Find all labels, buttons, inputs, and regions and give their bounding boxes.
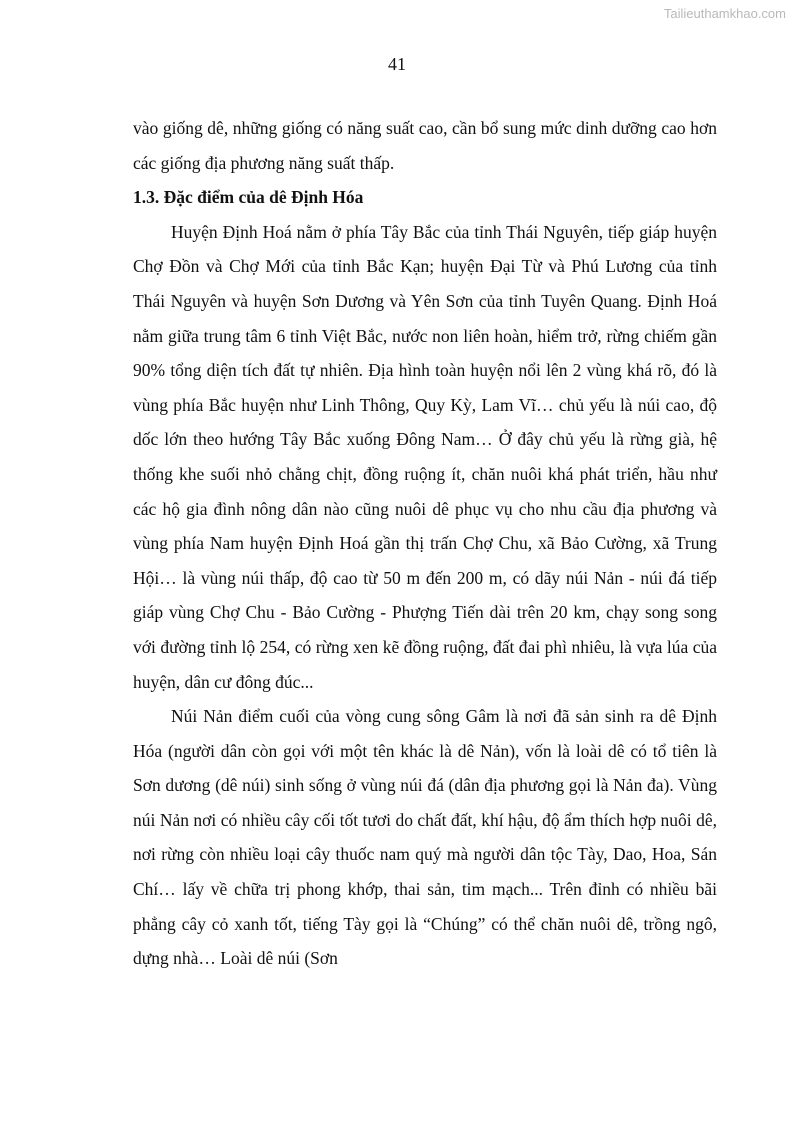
- watermark: Tailieuthamkhao.com: [663, 6, 786, 21]
- paragraph-geography: Huyện Định Hoá nằm ở phía Tây Bắc của tỉnh Thái Nguyên, tiếp giáp huyện Chợ Đồn và Chợ Mới của tỉnh Bắc Kạn; huyện Đại Từ và Phú Lương của tỉnh Thái Nguyên và huyện Sơn Dương và Yên Sơn của tỉnh Tuyên Quang. Định Hoá nằm giữa trung tâm 6 tỉnh Việt Bắc, nước non liên hoàn, hiểm trở, rừng chiếm gần 90% tổng diện tích đất tự nhiên. Địa hình toàn huyện nổi lên 2 vùng khá rõ, đó là vùng phía Bắc huyện như Linh Thông, Quy Kỳ, Lam Vĩ… chủ yếu là núi cao, độ dốc lớn theo hướng Tây Bắc xuống Đông Nam… Ở đây chủ yếu là rừng già, hệ thống khe suối nhỏ chằng chịt, đồng ruộng ít, chăn nuôi khá phát triển, hầu như các hộ gia đình nông dân nào cũng nuôi dê phục vụ cho nhu cầu địa phương và vùng phía Nam huyện Định Hoá gần thị trấn Chợ Chu, xã Bảo Cường, xã Trung Hội… là vùng núi thấp, độ cao từ 50 m đến 200 m, có dãy núi Nản - núi đá tiếp giáp vùng Chợ Chu - Bảo Cường - Phượng Tiến dài trên 20 km, chạy song song với đường tỉnh lộ 254, có rừng xen kẽ đồng ruộng, đất đai phì nhiêu, là vựa lúa của huyện, dân cư đông đúc...: [133, 221, 717, 692]
- paragraph-continuation: vào giống dê, những giống có năng suất cao, cần bổ sung mức dinh dưỡng cao hơn các giống địa phương năng suất thấp.: [133, 118, 717, 173]
- page-body: [133, 111, 717, 976]
- section-heading: 1.3. Đặc điểm của dê Định Hóa: [133, 187, 364, 208]
- paragraph-origin: Núi Nản điểm cuối của vòng cung sông Gâm là nơi đã sản sinh ra dê Định Hóa (người dân còn gọi với một tên khác là dê Nản), vốn là loài dê có tổ tiên là Sơn dương (dê núi) sinh sống ở vùng núi đá (dân địa phương gọi là Nản đa). Vùng núi Nản nơi có nhiều cây cối tốt tươi do chất đất, khí hậu, độ ẩm thích hợp nuôi dê, nơi rừng còn nhiều loại cây thuốc nam quý mà người dân tộc Tày, Dao, Hoa, Sán Chí… lấy về chữa trị phong khớp, thai sản, tim mạch... Trên đỉnh có nhiều bãi phẳng cây cỏ xanh tốt, tiếng Tày gọi là “Chúng” có thể chăn nuôi dê, trồng ngô, dựng nhà… Loài dê núi (Sơn: [133, 706, 717, 969]
- page-number: 41: [388, 54, 406, 74]
